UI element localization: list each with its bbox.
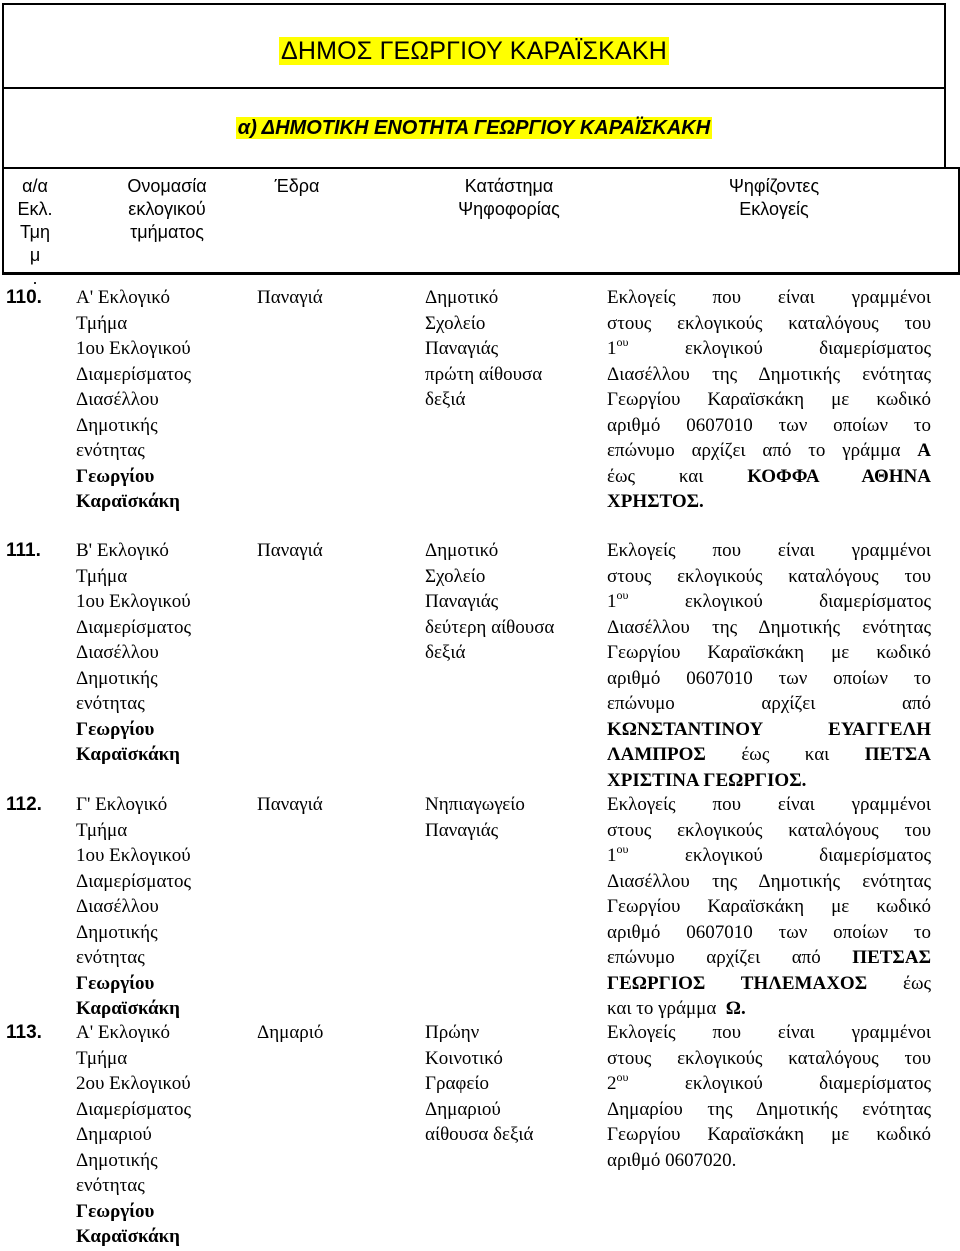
voters-description: Εκλογείς που είναι γραμμένοι στους εκλογικούς καταλόγους του $1^{o\upsilon}$ εκλογικού διαμερίσματος Διασέλλου της Δημοτικής ενότητας Γεωργίου Καραϊσκάκη με κωδικό αριθμό 0607010 των οποίων το επώνυμο αρχίζει από ΠΕΤΣΑΣ ΓΕΩΡΓΙΟΣ ΤΗΛΕΜΑΧΟΣ έως και το γράμμα Ω. [607, 794, 932, 1019]
page-title-wrap [4, 37, 944, 66]
voters-description: Εκλογείς που είναι γραμμένοι στους εκλογικούς καταλόγους του $1^{o\upsilon}$ εκλογικού διαμερίσματος Διασέλλου της Δημοτικής ενότητας Γεωργίου Καραϊσκάκη με κωδικό αριθμό 0607010 των οποίων το επώνυμο αρχίζει από ΚΩΝΣΤΑΝΤΙΝΟΥ ΕΥΑΓΓΕΛΗ ΛΑΜΠΡΟΣ έως και ΠΕΤΣΑ ΧΡΙΣΤΙΝΑ ΓΕΩΡΓΙΟΣ. [607, 540, 932, 791]
voters-description: Εκλογείς που είναι γραμμένοι στους εκλογικούς καταλόγους του $1^{o\upsilon}$ εκλογικού διαμερίσματος Διασέλλου της Δημοτικής ενότητας Γεωργίου Καραϊσκάκη με κωδικό αριθμό 0607010 των οποίων το επώνυμο αρχίζει από το γράμμα Α έως και ΚΟΦΦΑ ΑΘΗΝΑ ΧΡΗΣΤΟΣ. [607, 287, 931, 512]
section-name: Α' Εκλογικό Τμήμα 2ου Εκλογικού Διαμερίσματος Δημαριού Δημοτικής ενότητας Γεωργίου Καραϊσκάκη [76, 1022, 192, 1247]
polling-station: Δημοτικό Σχολείο Παναγιάς πρώτη αίθουσα δεξιά [425, 287, 543, 410]
subtitle-wrap [4, 117, 944, 140]
header-store: Κατάστημα Ψηφοφορίας [458, 176, 560, 219]
header-voters: Ψηφίζοντες Εκλογείς [728, 176, 820, 219]
polling-station: Νηπιαγωγείο Παναγιάς [425, 794, 525, 841]
row-number: 113. [6, 1022, 42, 1043]
header-divider [4, 272, 958, 274]
table-header [2, 167, 960, 288]
section-name: Α' Εκλογικό Τμήμα 1ου Εκλογικού Διαμερίσματος Διασέλλου Δημοτικής ενότητας Γεωργίου Καραϊσκάκη [76, 287, 192, 512]
section-subtitle: α) ΔΗΜΟΤΙΚΗ ΕΝΟΤΗΤΑ ΓΕΩΡΓΙΟΥ ΚΑΡΑΪΣΚΑΚΗ [237, 117, 711, 139]
header-name: Ονομασία εκλογικού τμήματος [127, 176, 207, 242]
polling-station: Δημοτικό Σχολείο Παναγιάς δεύτερη αίθουσα δεξιά [425, 540, 555, 663]
row-number: 111. [6, 540, 41, 561]
polling-station: Πρώην Κοινοτικό Γραφείο Δημαριού αίθουσα δεξιά [425, 1022, 534, 1145]
seat: Δημαριό [257, 1022, 324, 1043]
header-seat: Έδρα [274, 176, 320, 196]
page-title: ΔΗΜΟΣ ΓΕΩΡΓΙΟΥ ΚΑΡΑΪΣΚΑΚΗ [280, 37, 668, 65]
title-box [2, 3, 946, 89]
section-name: Β' Εκλογικό Τμήμα 1ου Εκλογικού Διαμερίσματος Διασέλλου Δημοτικής ενότητας Γεωργίου Καραϊσκάκη [76, 540, 192, 765]
seat: Παναγιά [257, 287, 323, 308]
subtitle-box [2, 89, 946, 167]
seat: Παναγιά [257, 540, 323, 561]
header-aa: α/α Εκλ. Τμη μ . [17, 176, 53, 288]
section-name: Γ' Εκλογικό Τμήμα 1ου Εκλογικού Διαμερίσματος Διασέλλου Δημοτικής ενότητας Γεωργίου Καραϊσκάκη [76, 794, 192, 1019]
row-number: 112. [6, 794, 42, 815]
seat: Παναγιά [257, 794, 323, 815]
voters-description: Εκλογείς που είναι γραμμένοι στους εκλογικούς καταλόγους του $2^{o\upsilon}$ εκλογικού διαμερίσματος Δημαρίου της Δημοτικής ενότητας Γεωργίου Καραϊσκάκη με κωδικό αριθμό 0607020. [607, 1022, 931, 1171]
row-number: 110. [6, 287, 42, 308]
